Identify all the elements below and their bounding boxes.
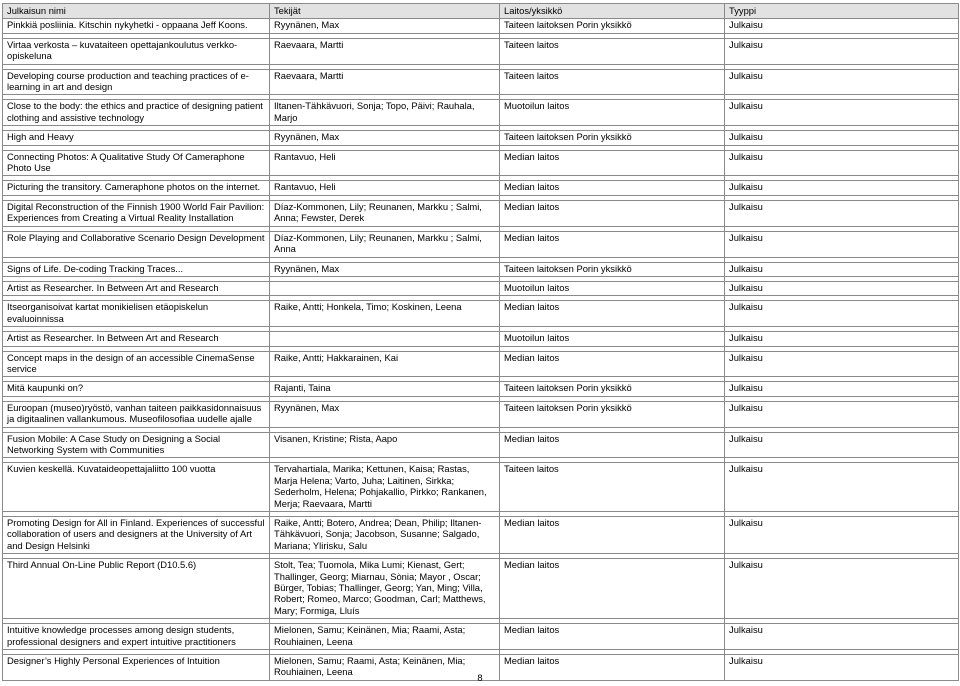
cell-unit: Taiteen laitoksen Porin yksikkö <box>500 131 725 145</box>
cell-type: Julkaisu <box>725 351 959 377</box>
cell-authors: Visanen, Kristine; Rista, Aapo <box>270 432 500 458</box>
cell-type: Julkaisu <box>725 231 959 257</box>
cell-unit: Taiteen laitos <box>500 38 725 64</box>
cell-authors: Díaz-Kommonen, Lily; Reunanen, Markku ; Salmi, Anna; Fewster, Derek <box>270 200 500 226</box>
table-row <box>3 131 959 145</box>
header-type: Tyyppi <box>725 4 959 19</box>
table-header-row <box>3 4 959 19</box>
cell-type: Julkaisu <box>725 38 959 64</box>
cell-authors: Raike, Antti; Botero, Andrea; Dean, Philip; Iltanen-Tähkävuori, Sonja; Jacobson, Susanne; Salgado, Mariana; Ylirisku, Salu <box>270 517 500 554</box>
cell-type: Julkaisu <box>725 19 959 33</box>
cell-authors: Stolt, Tea; Tuomola, Mika Lumi; Kienast, Gert; Thallinger, Georg; Miarnau, Sònia; Mayor , Oscar; Bürger, Tobias; Thallinger, Georg; Yan, Ming; Villa, Robert; Romeo, Marco; Goodman, Carl; Matthews, Mary; Formiga, Lluís <box>270 559 500 619</box>
cell-unit: Taiteen laitoksen Porin yksikkö <box>500 401 725 427</box>
cell-type: Julkaisu <box>725 262 959 276</box>
table-row <box>3 231 959 257</box>
cell-authors: Tervahartiala, Marika; Kettunen, Kaisa; Rastas, Marja Helena; Varto, Juha; Laitinen, Sirkka; Sederholm, Helena; Pohjakallio, Pirkko; Rankanen, Merja; Raevaara, Martti <box>270 463 500 512</box>
cell-publication-name: High and Heavy <box>3 131 270 145</box>
cell-publication-name: Virtaa verkosta – kuvataiteen opettajankoulutus verkko-opiskeluna <box>3 38 270 64</box>
cell-unit: Median laitos <box>500 624 725 650</box>
cell-authors: Rantavuo, Heli <box>270 181 500 195</box>
cell-authors: Ryynänen, Max <box>270 401 500 427</box>
table-row <box>3 281 959 295</box>
cell-authors: Iltanen-Tähkävuori, Sonja; Topo, Päivi; Rauhala, Marjo <box>270 100 500 126</box>
cell-unit: Taiteen laitos <box>500 69 725 95</box>
table-row <box>3 100 959 126</box>
table-row <box>3 332 959 346</box>
cell-publication-name: Artist as Researcher. In Between Art and Research <box>3 281 270 295</box>
cell-unit: Median laitos <box>500 517 725 554</box>
cell-type: Julkaisu <box>725 181 959 195</box>
cell-publication-name: Mitä kaupunki on? <box>3 382 270 396</box>
cell-unit: Taiteen laitoksen Porin yksikkö <box>500 19 725 33</box>
table-row <box>3 200 959 226</box>
header-publication-name: Julkaisun nimi <box>3 4 270 19</box>
cell-unit: Taiteen laitoksen Porin yksikkö <box>500 382 725 396</box>
cell-authors: Ryynänen, Max <box>270 262 500 276</box>
cell-publication-name: Close to the body: the ethics and practice of designing patient clothing and assistive technology <box>3 100 270 126</box>
cell-unit: Median laitos <box>500 231 725 257</box>
cell-type: Julkaisu <box>725 655 959 681</box>
cell-unit: Median laitos <box>500 301 725 327</box>
cell-publication-name: Concept maps in the design of an accessible CinemaSense service <box>3 351 270 377</box>
cell-unit: Muotoilun laitos <box>500 100 725 126</box>
cell-authors: Mielonen, Samu; Keinänen, Mia; Raami, Asta; Rouhiainen, Leena <box>270 624 500 650</box>
cell-publication-name: Designer’s Highly Personal Experiences of Intuition <box>3 655 270 681</box>
cell-authors <box>270 332 500 346</box>
cell-authors: Rantavuo, Heli <box>270 150 500 176</box>
table-row <box>3 351 959 377</box>
cell-type: Julkaisu <box>725 131 959 145</box>
cell-publication-name: Developing course production and teaching practices of e-learning in art and design <box>3 69 270 95</box>
cell-authors: Raevaara, Martti <box>270 38 500 64</box>
cell-type: Julkaisu <box>725 69 959 95</box>
cell-type: Julkaisu <box>725 301 959 327</box>
cell-unit: Taiteen laitoksen Porin yksikkö <box>500 262 725 276</box>
cell-type: Julkaisu <box>725 517 959 554</box>
cell-publication-name: Promoting Design for All in Finland. Experiences of successful collaboration of users and designers at the University of Art and Design Helsinki <box>3 517 270 554</box>
cell-publication-name: Role Playing and Collaborative Scenario Design Development <box>3 231 270 257</box>
cell-unit: Median laitos <box>500 655 725 681</box>
cell-authors: Raevaara, Martti <box>270 69 500 95</box>
table-row <box>3 181 959 195</box>
table-body <box>3 19 959 680</box>
table-row <box>3 517 959 554</box>
cell-publication-name: Third Annual On-Line Public Report (D10.5.6) <box>3 559 270 619</box>
cell-unit: Taiteen laitos <box>500 463 725 512</box>
table-row <box>3 38 959 64</box>
table-row <box>3 150 959 176</box>
cell-publication-name: Intuitive knowledge processes among design students, professional designers and expert intuitive practitioners <box>3 624 270 650</box>
header-authors: Tekijät <box>270 4 500 19</box>
cell-unit: Median laitos <box>500 181 725 195</box>
cell-authors <box>270 281 500 295</box>
cell-publication-name: Artist as Researcher. In Between Art and Research <box>3 332 270 346</box>
cell-type: Julkaisu <box>725 624 959 650</box>
cell-type: Julkaisu <box>725 100 959 126</box>
table-row <box>3 432 959 458</box>
cell-type: Julkaisu <box>725 463 959 512</box>
table-row <box>3 19 959 33</box>
table-row <box>3 463 959 512</box>
page-number: 8 <box>477 672 483 683</box>
header-unit: Laitos/yksikkö <box>500 4 725 19</box>
cell-type: Julkaisu <box>725 332 959 346</box>
cell-unit: Median laitos <box>500 200 725 226</box>
cell-authors: Raike, Antti; Honkela, Timo; Koskinen, Leena <box>270 301 500 327</box>
cell-publication-name: Kuvien keskellä. Kuvataideopettajaliitto 100 vuotta <box>3 463 270 512</box>
cell-authors: Ryynänen, Max <box>270 19 500 33</box>
cell-authors: Mielonen, Samu; Raami, Asta; Keinänen, Mia; Rouhiainen, Leena <box>270 655 500 681</box>
cell-type: Julkaisu <box>725 432 959 458</box>
cell-publication-name: Pinkkiä posliinia. Kitschin nykyhetki - oppaana Jeff Koons. <box>3 19 270 33</box>
table-row <box>3 69 959 95</box>
table-row <box>3 624 959 650</box>
cell-authors: Díaz-Kommonen, Lily; Reunanen, Markku ; Salmi, Anna <box>270 231 500 257</box>
cell-type: Julkaisu <box>725 150 959 176</box>
table-row <box>3 262 959 276</box>
cell-unit: Muotoilun laitos <box>500 332 725 346</box>
cell-authors: Rajanti, Taina <box>270 382 500 396</box>
cell-unit: Median laitos <box>500 150 725 176</box>
table-row <box>3 301 959 327</box>
cell-publication-name: Picturing the transitory. Cameraphone photos on the internet. <box>3 181 270 195</box>
cell-type: Julkaisu <box>725 382 959 396</box>
cell-publication-name: Itseorganisoivat kartat monikielisen etäopiskelun evaluoinnissa <box>3 301 270 327</box>
cell-type: Julkaisu <box>725 401 959 427</box>
table-row <box>3 382 959 396</box>
cell-unit: Median laitos <box>500 351 725 377</box>
cell-type: Julkaisu <box>725 200 959 226</box>
publications-table <box>2 3 959 681</box>
cell-publication-name: Signs of Life. De-coding Tracking Traces... <box>3 262 270 276</box>
cell-unit: Median laitos <box>500 559 725 619</box>
table-row <box>3 559 959 619</box>
cell-publication-name: Fusion Mobile: A Case Study on Designing a Social Networking System with Communities <box>3 432 270 458</box>
cell-unit: Median laitos <box>500 432 725 458</box>
cell-authors: Ryynänen, Max <box>270 131 500 145</box>
cell-type: Julkaisu <box>725 559 959 619</box>
cell-publication-name: Connecting Photos: A Qualitative Study Of Cameraphone Photo Use <box>3 150 270 176</box>
cell-publication-name: Digital Reconstruction of the Finnish 1900 World Fair Pavilion: Experiences from Creating a Virtual Reality Installation <box>3 200 270 226</box>
cell-unit: Muotoilun laitos <box>500 281 725 295</box>
cell-authors: Raike, Antti; Hakkarainen, Kai <box>270 351 500 377</box>
table-row <box>3 401 959 427</box>
cell-publication-name: Euroopan (museo)ryöstö, vanhan taiteen paikkasidonnaisuus ja digitaalinen vallankumous. Museofilosofiaa uudelle ajalle <box>3 401 270 427</box>
cell-type: Julkaisu <box>725 281 959 295</box>
